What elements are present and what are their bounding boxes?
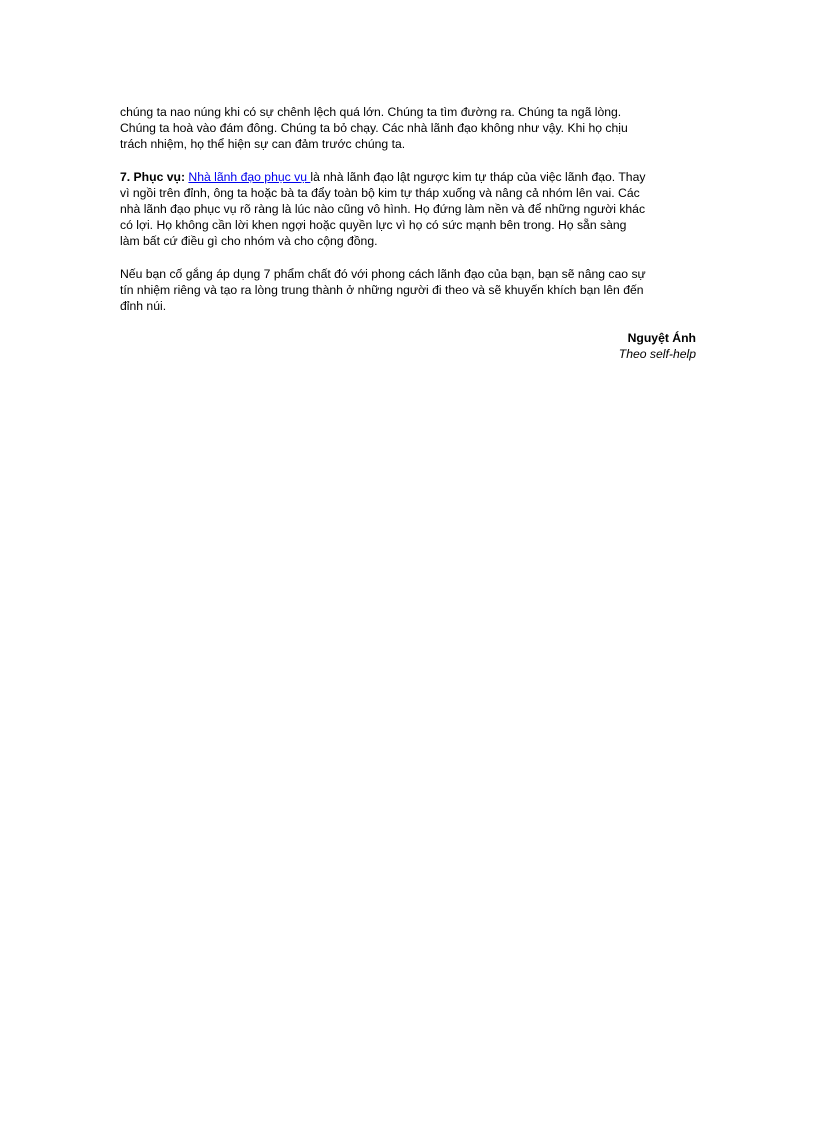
paragraph-line: đỉnh núi.	[120, 299, 167, 314]
paragraph-conclusion	[120, 266, 696, 315]
paragraph-line: vì ngồi trên đỉnh, ông ta hoặc bà ta đẩy toàn bộ kim tự tháp xuống và nâng cả nhóm lên vai. Các	[120, 185, 640, 200]
paragraph-line: chúng ta nao núng khi có sự chênh lệch quá lớn. Chúng ta tìm đường ra. Chúng ta ngã lòng.	[120, 105, 622, 119]
servant-leader-link[interactable]: Nhà lãnh đạo phục vụ	[188, 169, 311, 184]
section-heading: 7. Phục vụ:	[120, 169, 186, 184]
paragraph-line: Chúng ta hoà vào đám đông. Chúng ta bỏ chạy. Các nhà lãnh đạo không như vậy. Khi họ chịu	[120, 121, 628, 136]
paragraph-line: có lợi. Họ không cần lời khen ngợi hoặc quyền lực vì họ có sức mạnh bên trong. Họ sẵn sàng	[120, 218, 627, 233]
paragraph-line: Nếu bạn cố gắng áp dụng 7 phẩm chất đó với phong cách lãnh đạo của bạn, bạn sẽ nâng cao sự	[120, 266, 646, 281]
paragraph-line: trách nhiệm, họ thể hiện sự can đảm trước chúng ta.	[120, 137, 406, 152]
paragraph-intro	[120, 104, 696, 153]
paragraph-first-line	[120, 169, 696, 185]
paragraph-line: tín nhiệm riêng và tạo ra lòng trung thành ở những người đi theo và sẽ khuyến khích bạn lên đến	[120, 282, 644, 297]
document-page	[120, 104, 696, 363]
paragraph-serve	[120, 169, 696, 250]
signature-block	[120, 330, 696, 362]
paragraph-line: nhà lãnh đạo phục vụ rõ ràng là lúc nào cũng vô hình. Họ đứng làm nền và để những người khác	[120, 202, 646, 217]
paragraph-line: làm bất cứ điều gì cho nhóm và cho cộng đồng.	[120, 234, 378, 249]
source-attribution: Theo self-help	[618, 347, 696, 362]
author-name: Nguyệt Ánh	[627, 331, 696, 346]
paragraph-line-rest: là nhà lãnh đạo lật ngược kim tự tháp của việc lãnh đạo. Thay	[310, 169, 646, 184]
